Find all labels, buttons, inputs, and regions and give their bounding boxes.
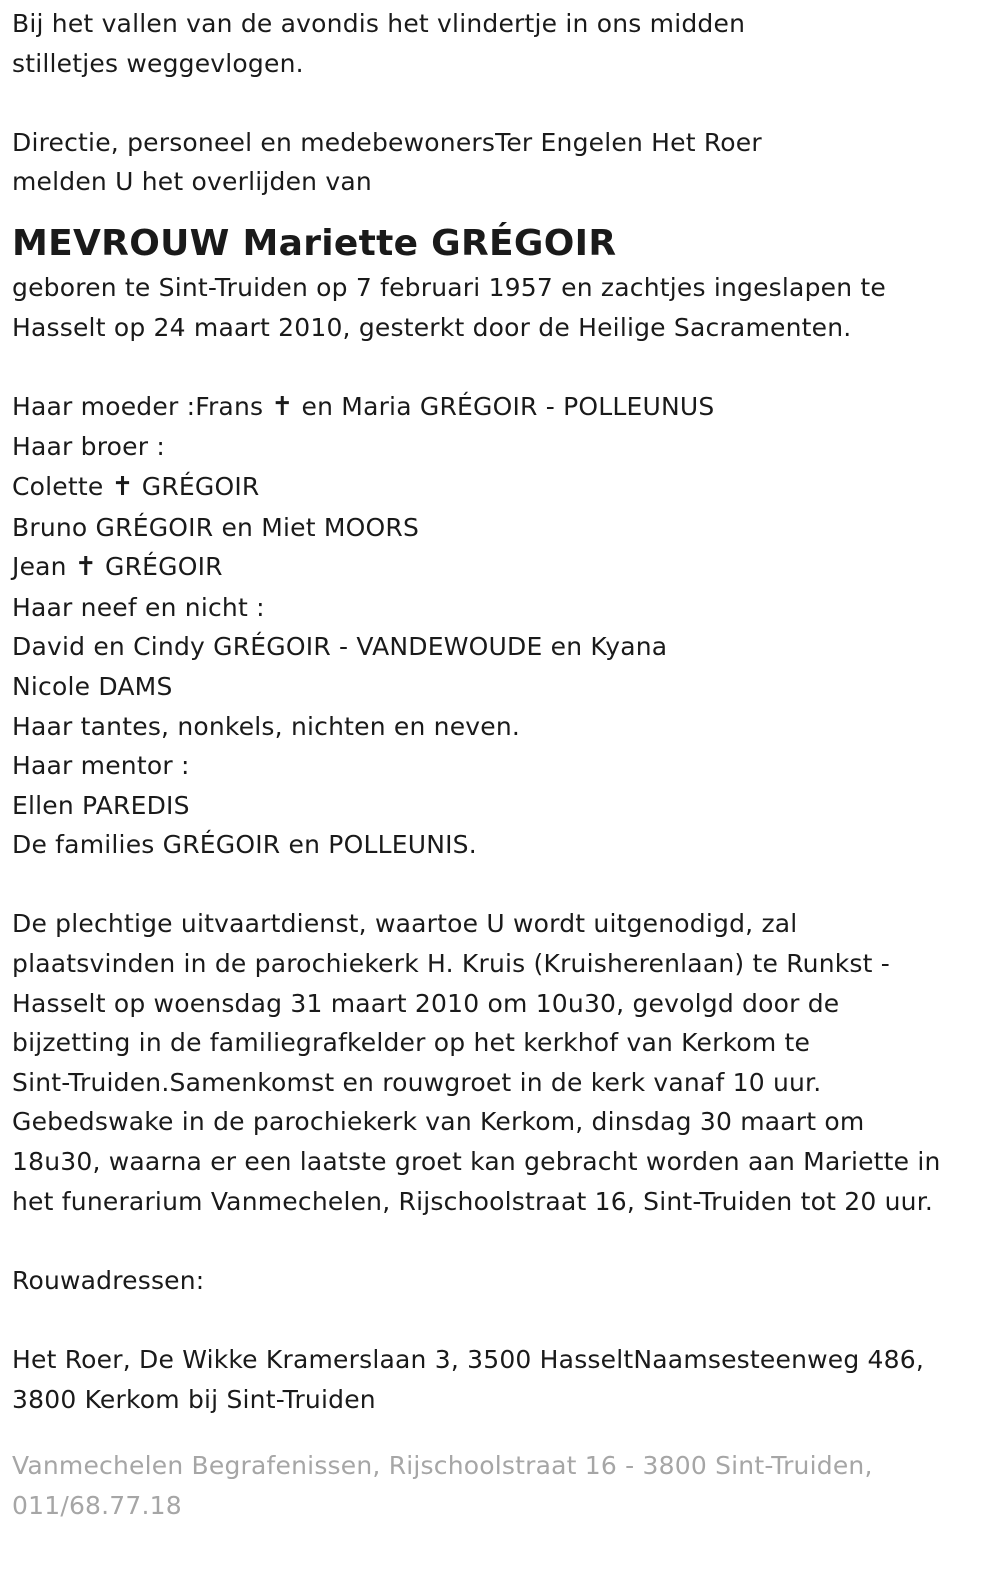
- service-line: Hasselt op woensdag 31 maart 2010 om 10u30, gevolgd door de: [12, 988, 840, 1018]
- deceased-details: [12, 268, 988, 347]
- intro-line: stilletjes weggevlogen.: [12, 48, 304, 78]
- obituary-notice: [0, 4, 1000, 1525]
- mentor-label: Haar mentor :: [12, 751, 190, 781]
- spacer: [12, 347, 988, 387]
- details-line: geboren te Sint-Truiden op 7 februari 1957 en zachtjes ingeslapen te: [12, 272, 887, 302]
- family-nicole: Nicole DAMS: [12, 671, 173, 701]
- service-details: [12, 904, 988, 1221]
- family-list: [12, 387, 988, 865]
- spacer: [12, 1221, 988, 1261]
- family-mother: [12, 387, 988, 428]
- service-line: De plechtige uitvaartdienst, waartoe U wordt uitgenodigd, zal: [12, 909, 798, 939]
- jean-last: GRÉGOIR: [96, 552, 223, 582]
- family-colette: [12, 467, 988, 508]
- service-line: Gebedswake in de parochiekerk van Kerkom, dinsdag 30 maart om: [12, 1107, 865, 1137]
- footer-line: Vanmechelen Begrafenissen, Rijschoolstraat 16 - 3800 Sint-Truiden,: [12, 1451, 873, 1481]
- family-david: David en Cindy GRÉGOIR - VANDEWOUDE en Kyana: [12, 632, 668, 662]
- address-line: Het Roer, De Wikke Kramerslaan 3, 3500 HasseltNaamsesteenweg 486,: [12, 1345, 925, 1374]
- intro-text: [12, 4, 988, 83]
- deceased-name: MEVROUW Mariette GRÉGOIR: [12, 222, 617, 264]
- cross-icon: ✝: [271, 391, 294, 422]
- cross-icon: ✝: [74, 552, 97, 583]
- intro-line: Bij het vallen van de avondis het vlindertje in ons midden: [12, 9, 746, 38]
- brother-label: Haar broer :: [12, 432, 165, 462]
- cross-icon: ✝: [111, 471, 134, 502]
- family-ellen: Ellen PAREDIS: [12, 790, 190, 820]
- mother-suffix: en Maria GRÉGOIR - POLLEUNUS: [293, 391, 715, 421]
- addresses-label-block: [12, 1261, 988, 1301]
- family-relatives: Haar tantes, nonkels, nichten en neven.: [12, 711, 521, 741]
- nephew-label: Haar neef en nicht :: [12, 592, 265, 622]
- colette-last: GRÉGOIR: [133, 471, 260, 501]
- colette-first: Colette: [12, 471, 112, 501]
- family-jean: [12, 547, 988, 588]
- spacer: [12, 1300, 988, 1340]
- addresses-label: Rouwadressen:: [12, 1265, 205, 1295]
- service-line: 18u30, waarna er een laatste groet kan gebracht worden aan Mariette in: [12, 1147, 941, 1177]
- address-line: 3800 Kerkom bij Sint-Truiden: [12, 1384, 376, 1414]
- jean-first: Jean: [12, 552, 75, 582]
- addresses-list: [12, 1340, 988, 1419]
- announcement-line: Directie, personeel en medebewonersTer Engelen Het Roer: [12, 127, 762, 157]
- service-line: bijzetting in de familiegrafkelder op het kerkhof van Kerkom te: [12, 1028, 811, 1058]
- details-line: Hasselt op 24 maart 2010, gesterkt door de Heilige Sacramenten.: [12, 312, 852, 342]
- spacer: [12, 83, 988, 123]
- service-line: plaatsvinden in de parochiekerk H. Kruis (Kruisherenlaan) te Runkst -: [12, 949, 891, 979]
- announcement-text: [12, 123, 988, 202]
- funeral-home-footer: [12, 1446, 988, 1525]
- service-line: het funerarium Vanmechelen, Rijschoolstraat 16, Sint-Truiden tot 20 uur.: [12, 1186, 934, 1216]
- service-line: Sint-Truiden.Samenkomst en rouwgroet in de kerk vanaf 10 uur.: [12, 1067, 822, 1097]
- mother-prefix: Haar moeder :Frans: [12, 391, 272, 421]
- announcement-line: melden U het overlijden van: [12, 167, 372, 197]
- family-families: De families GRÉGOIR en POLLEUNIS.: [12, 830, 477, 860]
- family-bruno: Bruno GRÉGOIR en Miet MOORS: [12, 512, 420, 542]
- footer-phone: 011/68.77.18: [12, 1490, 182, 1520]
- spacer: [12, 865, 988, 905]
